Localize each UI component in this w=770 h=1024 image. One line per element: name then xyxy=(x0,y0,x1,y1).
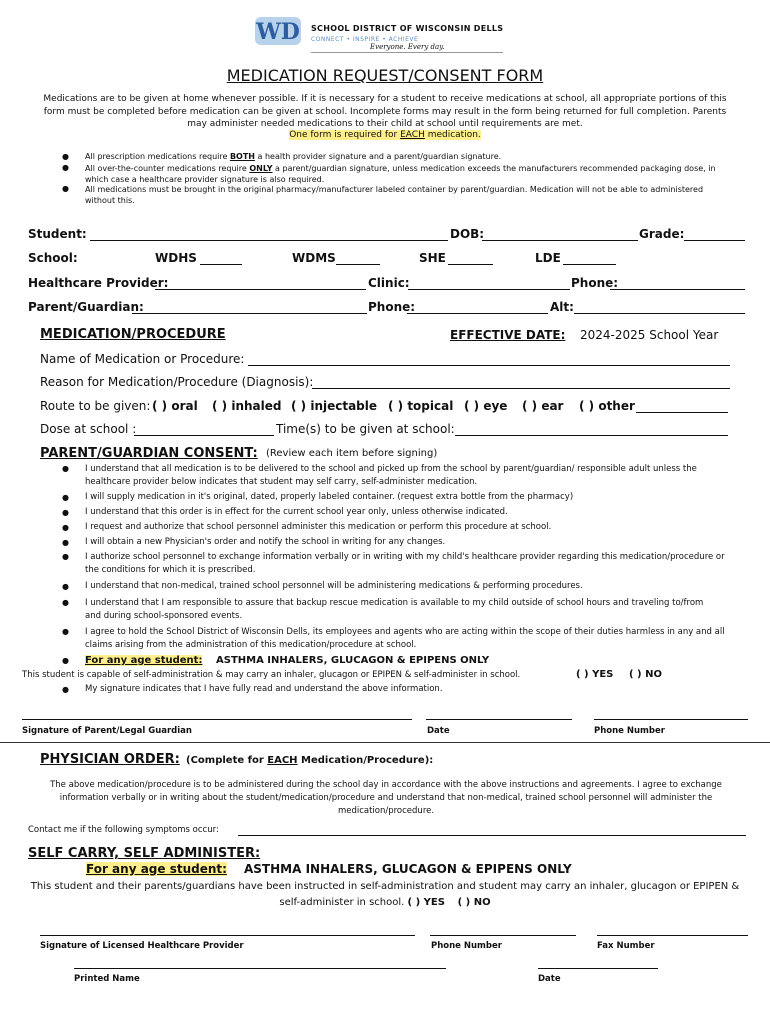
times-label: Time(s) to be given at school: xyxy=(276,422,455,436)
self-carry-yes[interactable]: ( ) YES xyxy=(407,897,445,908)
parent-signature-field[interactable] xyxy=(22,719,412,720)
parent-signature-label: Signature of Parent/Legal Guardian xyxy=(22,726,192,736)
physician-heading: PHYSICIAN ORDER: xyxy=(40,752,180,767)
self-carry-any-age-label: For any age student: xyxy=(86,862,227,876)
consent-item: I understand that I am responsible to assure that backup rescue medication is available to my child outside of school hours and traveling to/from and during school-sponsored events. xyxy=(85,598,704,621)
consent-item: I request and authorize that school personnel administer this medication or perform this procedure at school. xyxy=(85,522,552,532)
reason-label: Reason for Medication/Procedure (Diagnosis): xyxy=(40,375,314,389)
times-field[interactable] xyxy=(455,435,728,436)
alt-field[interactable] xyxy=(574,313,745,314)
parent-date-field[interactable] xyxy=(426,719,572,720)
printed-name-field[interactable] xyxy=(74,968,446,969)
grade-field[interactable] xyxy=(684,240,745,241)
consent-heading: PARENT/GUARDIAN CONSENT: xyxy=(40,446,258,461)
provider-label: Healthcare Provider: xyxy=(28,276,169,290)
svg-text:WD: WD xyxy=(256,19,300,45)
reason-field[interactable] xyxy=(312,388,730,389)
provider-date-field[interactable] xyxy=(538,968,658,969)
med-name-field[interactable] xyxy=(248,365,730,366)
provider-signature-label: Signature of Licensed Healthcare Provider xyxy=(40,941,244,951)
consent-item: I understand that all medication is to be delivered to the school and picked up from the school by parent/guardian/ responsible adult unless the healthcare provider below indicates that student may self carry, self-administer medication. xyxy=(85,464,697,487)
any-age-text: ASTHMA INHALERS, GLUCAGON & EPIPENS ONLY xyxy=(216,655,490,666)
parent-field[interactable] xyxy=(132,313,367,314)
school-option-wdms[interactable]: WDMS xyxy=(292,251,336,265)
provider-field[interactable] xyxy=(155,289,366,290)
self-carry-any-age-text: ASTHMA INHALERS, GLUCAGON & EPIPENS ONLY xyxy=(244,862,572,876)
route-injectable[interactable]: ( ) injectable xyxy=(291,399,378,413)
header-rule xyxy=(311,52,503,53)
medication-heading: MEDICATION/PROCEDURE xyxy=(40,327,226,342)
route-ear[interactable]: ( ) ear xyxy=(522,399,564,413)
provider-signature-field[interactable] xyxy=(40,935,415,936)
signature-note: My signature indicates that I have fully read and understand the above information. xyxy=(85,684,443,694)
consent-item: I agree to hold the School District of Wisconsin Dells, its employees and agents who are acting within the scope of their duties harmless in any and all claims arising from the administration of this medication/procedure at school. xyxy=(85,627,725,650)
contact-symptoms-label: Contact me if the following symptoms occur: xyxy=(28,825,219,835)
contact-symptoms-field[interactable] xyxy=(238,835,746,836)
any-age-label: For any age student: xyxy=(85,655,203,666)
dose-label: Dose at school : xyxy=(40,422,137,436)
school-label: School: xyxy=(28,251,78,265)
form-intro: Medications are to be given at home whenever possible. If it is necessary for a student to receive medications at school, all appropriate portions of this form must be completed before medication can be given at school. Incomplete forms may result in the form being returned for full completion. Parents may administer needed medications to their child at school until requirements are met. xyxy=(43,94,727,129)
district-motto: Everyone. Every day. xyxy=(370,43,445,51)
printed-name-label: Printed Name xyxy=(74,974,140,984)
section-divider xyxy=(0,742,770,743)
one-form-note: One form is required for EACH medication. xyxy=(289,130,481,140)
effective-date-value: 2024-2025 School Year xyxy=(580,328,719,342)
alt-label: Alt: xyxy=(550,300,574,314)
parent-phone-field[interactable] xyxy=(407,313,548,314)
consent-item: I will obtain a new Physician's order and notify the school in writing for any changes. xyxy=(85,537,446,547)
provider-phone-number-field[interactable] xyxy=(430,935,576,936)
rule-item: All medications must be brought in the original pharmacy/manufacturer labeled container by parent/guardian. Medication will not be able to administered without this. xyxy=(85,185,704,205)
student-label: Student: xyxy=(28,227,87,241)
district-logo xyxy=(253,15,303,47)
parent-phone-number-field[interactable] xyxy=(594,719,748,720)
route-topical[interactable]: ( ) topical xyxy=(388,399,454,413)
dob-label: DOB: xyxy=(450,227,485,241)
clinic-label: Clinic: xyxy=(368,276,410,290)
parent-date-label: Date xyxy=(427,726,450,736)
school-option-she[interactable]: SHE xyxy=(419,251,446,265)
parent-phone-label: Phone: xyxy=(368,300,416,314)
route-oral[interactable]: ( ) oral xyxy=(152,399,198,413)
self-admin-yes[interactable]: ( ) YES xyxy=(576,669,614,680)
clinic-field[interactable] xyxy=(408,289,570,290)
school-option-lde[interactable]: LDE xyxy=(535,251,561,265)
provider-fax-label: Fax Number xyxy=(597,941,655,951)
dob-field[interactable] xyxy=(482,240,638,241)
self-carry-text: This student and their parents/guardians have been instructed in self-administration and student may carry an inhaler, glucagon or EPIPEN & self-administer in school. ( ) YES ( ) NO xyxy=(30,881,740,908)
dose-field[interactable] xyxy=(134,435,274,436)
parent-label: Parent/Guardian: xyxy=(28,300,144,314)
provider-phone-number-label: Phone Number xyxy=(431,941,502,951)
self-carry-no[interactable]: ( ) NO xyxy=(457,897,491,908)
provider-phone-field[interactable] xyxy=(610,289,745,290)
district-tagline: CONNECT • INSPIRE • ACHIEVE xyxy=(311,36,419,43)
route-inhaled[interactable]: ( ) inhaled xyxy=(212,399,282,413)
student-field[interactable] xyxy=(90,240,448,241)
route-other-field[interactable] xyxy=(636,412,728,413)
rule-item: All prescription medications require BOTH a health provider signature and a parent/guardian signature. xyxy=(85,152,502,161)
route-eye[interactable]: ( ) eye xyxy=(464,399,508,413)
district-name: SCHOOL DISTRICT OF WISCONSIN DELLS xyxy=(311,24,504,33)
self-admin-no[interactable]: ( ) NO xyxy=(629,669,662,680)
consent-item: I authorize school personnel to exchange information verbally or in writing with my child's healthcare provider regarding this medication/procedure or the conditions for which it is prescribed. xyxy=(85,552,725,575)
med-name-label: Name of Medication or Procedure: xyxy=(40,352,245,366)
effective-date-label: EFFECTIVE DATE: xyxy=(450,328,566,342)
provider-date-label: Date xyxy=(538,974,561,984)
physician-text: The above medication/procedure is to be administered during the school day in accordance with the above instructions and agreements. I agree to exchange information verbally or in writing about the student/medication/procedure and understand that non-medical, trained school personnel will administer the medication/procedure. xyxy=(50,780,722,816)
rule-item: All over-the-counter medications require ONLY a parent/guardian signature, unless medication exceeds the manufacturers recommended packaging dose, in which case a healthcare provider signature is also required. xyxy=(85,164,716,184)
self-carry-heading: SELF CARRY, SELF ADMINISTER: xyxy=(28,846,261,861)
parent-phone-number-label: Phone Number xyxy=(594,726,665,736)
provider-fax-field[interactable] xyxy=(597,935,748,936)
consent-item: I will supply medication in it's original, dated, properly labeled container. (request extra bottle from the pharmacy) xyxy=(85,492,574,502)
route-other[interactable]: ( ) other xyxy=(579,399,635,413)
provider-phone-label: Phone: xyxy=(571,276,619,290)
form-title: MEDICATION REQUEST/CONSENT FORM xyxy=(226,66,544,85)
grade-label: Grade: xyxy=(639,227,685,241)
route-label: Route to be given: xyxy=(40,399,151,413)
self-admin-text: This student is capable of self-administration & may carry an inhaler, glucagon or EPIPEN & self-administer in school. xyxy=(22,670,521,680)
consent-item: I understand that non-medical, trained school personnel will be administering medications & performing procedures. xyxy=(85,581,583,591)
physician-note: (Complete for EACH Medication/Procedure): xyxy=(186,755,434,766)
consent-item: I understand that this order is in effect for the current school year only, unless otherwise indicated. xyxy=(85,507,508,517)
consent-note: (Review each item before signing) xyxy=(266,448,438,459)
school-option-wdhs[interactable]: WDHS xyxy=(155,251,197,265)
